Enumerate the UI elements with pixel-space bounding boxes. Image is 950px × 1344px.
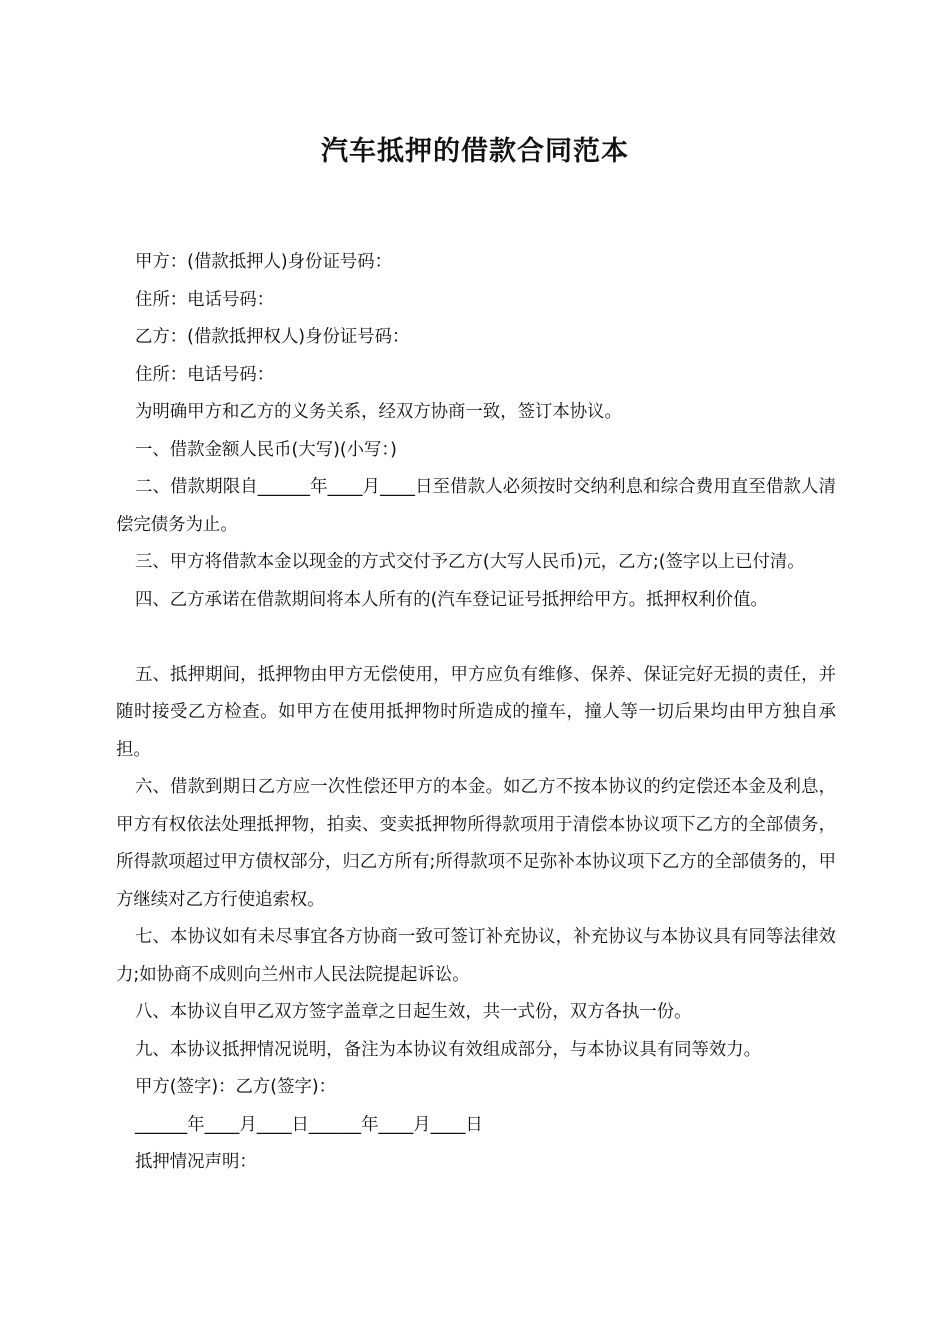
preamble-paragraph: 为明确甲方和乙方的义务关系，经双方协商一致，签订本协议。	[135, 402, 622, 422]
clause-6-paragraph: 六、借款到期日乙方应一次性偿还甲方的本金。如乙方不按本协议的约定偿还本金及利息，甲方有权依法处理抵押物，拍卖、变卖抵押物所得款项用于清偿本协议项下乙方的全部债务，所得款项超过甲方债权部分，归乙方所有;所得款项不足弥补本协议项下乙方的全部债务的，甲方继续对乙方行使追索权。	[116, 777, 836, 910]
blank-line	[116, 619, 836, 657]
party-b-line: 乙方：(借款抵押权人)身份证号码：	[135, 327, 410, 347]
document-title: 汽车抵押的借款合同范本	[321, 136, 629, 167]
party-a-address-line: 住所：电话号码：	[135, 289, 275, 310]
clause-3-paragraph: 三、甲方将借款本金以现金的方式交付予乙方(大写人民币)元，乙方;(签字以上已付清。	[135, 552, 805, 572]
clause-7-paragraph: 七、本协议如有未尽事宜各方协商一致可签订补充协议，补充协议与本协议具有同等法律效力;如协商不成则向兰州市人民法院提起诉讼。	[116, 927, 836, 985]
clause-9-paragraph: 九、本协议抵押情况说明，备注为本协议有效组成部分，与本协议具有同等效力。	[135, 1039, 762, 1060]
clause-5-paragraph: 五、抵押期间，抵押物由甲方无偿使用，甲方应负有维修、保养、保证完好无损的责任，并随时接受乙方检查。如甲方在使用抵押物时所造成的撞车，撞人等一切后果均由甲方独自承担。	[116, 664, 836, 760]
clause-8-paragraph: 八、本协议自甲乙双方签字盖章之日起生效，共一式份，双方各执一份。	[135, 1002, 692, 1022]
date-line: ______年____月____日______年____月____日	[135, 1114, 483, 1135]
signature-line: 甲方(签字)：乙方(签字)：	[135, 1077, 337, 1097]
clause-4-paragraph: 四、乙方承诺在借款期间将本人所有的(汽车登记证号抵押给甲方。抵押权利价值。	[135, 589, 768, 610]
clause-2-paragraph: 二、借款期限自______年____月____日至借款人必须按时交纳利息和综合费用直至借款人清偿完债务为止。	[116, 477, 836, 535]
mortgage-statement-heading: 抵押情况声明：	[135, 1152, 257, 1172]
clause-1-paragraph: 一、借款金额人民币(大写)(小写：)	[135, 439, 397, 460]
document-body	[116, 244, 836, 1182]
party-a-line: 甲方：(借款抵押人)身份证号码：	[135, 252, 393, 272]
party-b-address-line: 住所：电话号码：	[135, 364, 275, 385]
